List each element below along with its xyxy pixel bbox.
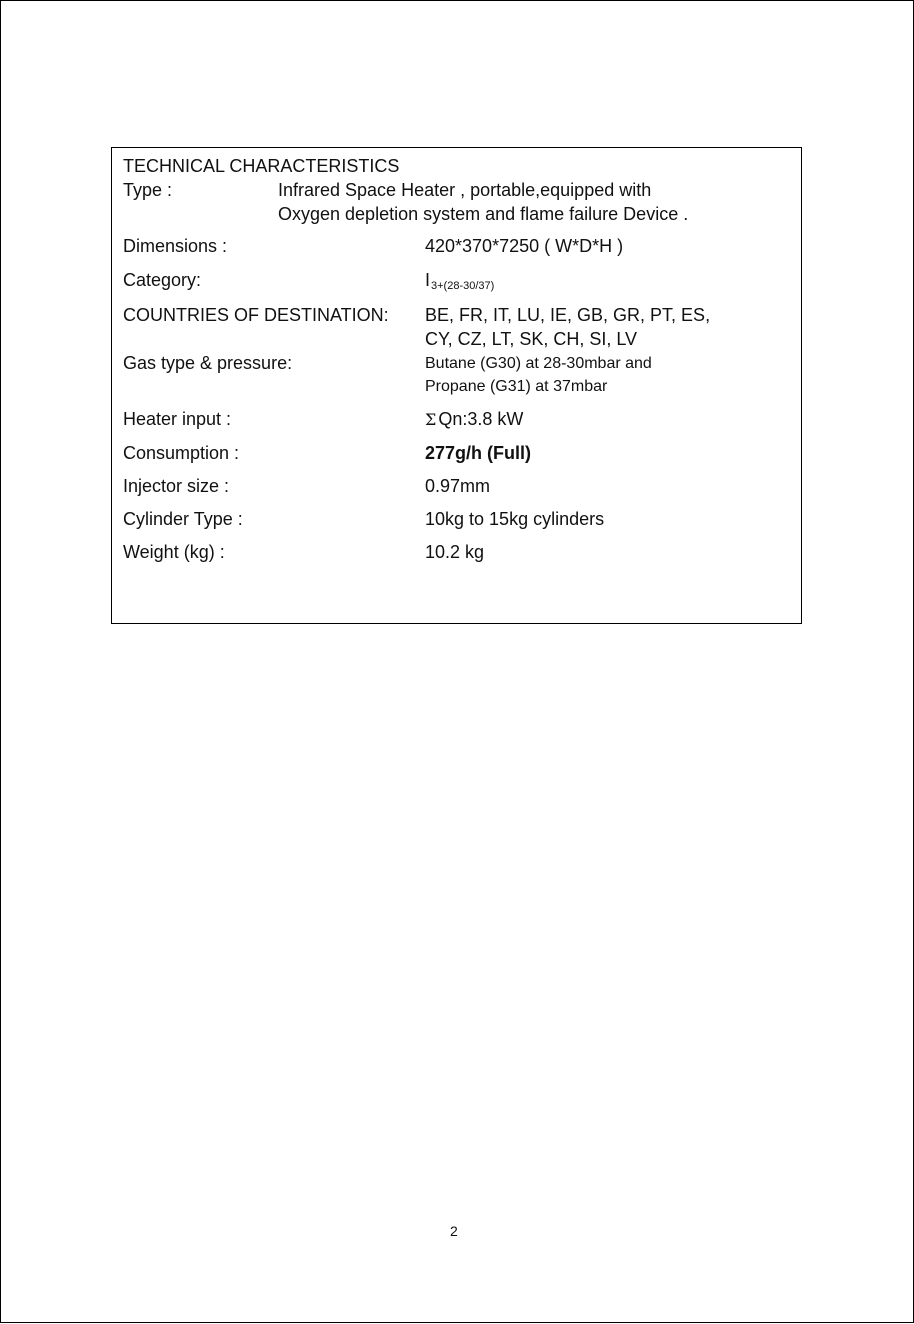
dimensions-value: 420*370*7250 ( W*D*H ) <box>425 236 624 256</box>
injector-size-value: 0.97mm <box>425 476 491 496</box>
countries-value-line1: BE, FR, IT, LU, IE, GB, GR, PT, ES, <box>425 305 711 325</box>
weight-label: Weight (kg) : <box>123 542 225 562</box>
heater-input-label: Heater input : <box>123 409 232 429</box>
gas-type-value-line2: Propane (G31) at 37mbar <box>425 378 608 395</box>
consumption-value: 277g/h (Full) <box>425 443 532 463</box>
heater-input-value <box>425 408 523 431</box>
countries-value-line2: CY, CZ, LT, SK, CH, SI, LV <box>425 329 638 349</box>
consumption-label: Consumption : <box>123 443 240 463</box>
injector-size-label: Injector size : <box>123 476 230 496</box>
gas-type-value-line1: Butane (G30) at 28-30mbar and <box>425 355 652 372</box>
category-value-subscript: 3+(28-30/37) <box>431 280 495 292</box>
gas-type-label: Gas type & pressure: <box>123 353 293 373</box>
sigma-icon: Σ <box>425 410 437 429</box>
category-label: Category: <box>123 270 202 290</box>
dimensions-label: Dimensions : <box>123 236 228 256</box>
section-title: TECHNICAL CHARACTERISTICS <box>123 156 400 176</box>
cylinder-type-label: Cylinder Type : <box>123 509 243 529</box>
weight-value: 10.2 kg <box>425 542 485 562</box>
heater-input-value-text: Qn:3.8 kW <box>438 409 524 429</box>
category-value <box>425 269 494 297</box>
type-label: Type : <box>123 180 173 200</box>
cylinder-type-value: 10kg to 15kg cylinders <box>425 509 605 529</box>
countries-label: COUNTRIES OF DESTINATION: <box>123 305 389 325</box>
type-value-line2: Oxygen depletion system and flame failure Device . <box>278 204 689 224</box>
category-value-main: I <box>425 270 431 290</box>
type-value-line1: Infrared Space Heater , portable,equipped with <box>278 180 652 200</box>
page-number: 2 <box>450 1223 458 1239</box>
